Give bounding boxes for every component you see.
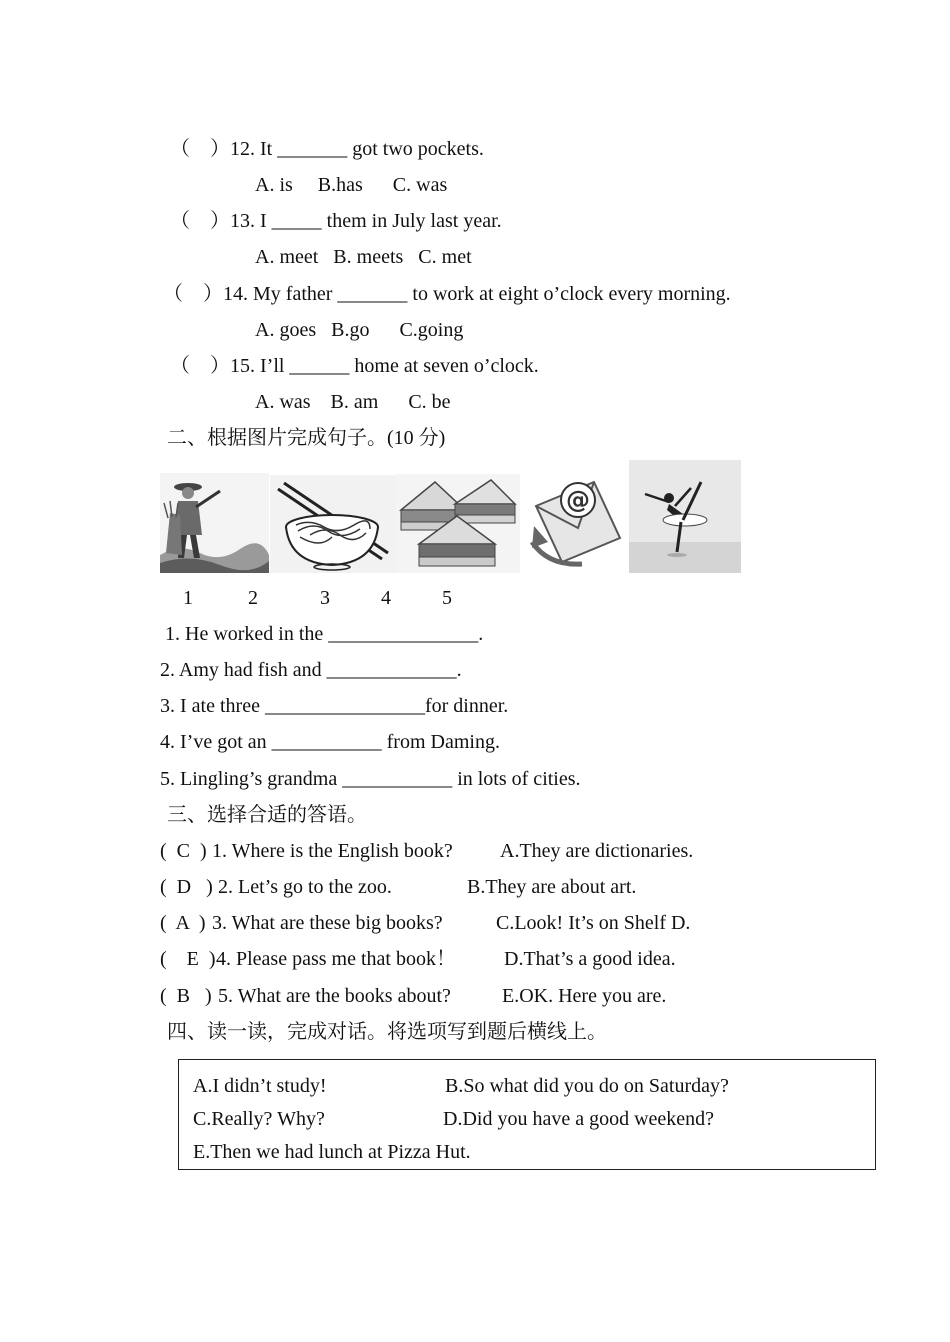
match-question-1: 1. Where is the English book? [212,840,453,862]
question-12: （ ）12. It _______ got two pockets. [170,138,484,160]
picture-number-5: 5 [442,587,452,609]
match-option-e: E.OK. Here you are. [502,985,667,1007]
answer-mark-3: ( A ) [160,912,206,934]
email-picture [528,466,626,573]
section-4-heading: 四、读一读，完成对话。将选项写到题后横线上。 [167,1021,607,1043]
svg-text:@: @ [566,486,590,514]
picture-number-4: 4 [381,587,391,609]
section-3-heading: 三、选择合适的答语。 [167,804,367,826]
question-15-options: A. was B. am C. be [255,391,451,413]
question-13-options: A. meet B. meets C. met [255,246,472,268]
noodles-picture [270,475,395,573]
dialogue-option-d: D.Did you have a good weekend? [443,1108,715,1130]
answer-mark-2: ( D ) [160,876,213,898]
answer-mark-4: ( E ) [160,948,216,970]
question-15: （ ）15. I’ll ______ home at seven o’clock. [170,355,539,377]
dialogue-option-a: A.I didn’t study! [193,1075,327,1097]
picture-number-3: 3 [320,587,330,609]
match-option-a: A.They are dictionaries. [500,840,694,862]
picture-number-2: 2 [248,587,258,609]
sentence-2: 2. Amy had fish and _____________. [160,659,462,681]
match-question-5: 5. What are the books about? [218,985,451,1007]
match-question-2: 2. Let’s go to the zoo. [218,876,392,898]
sentence-1: 1. He worked in the _______________. [165,623,484,645]
dialogue-option-e: E.Then we had lunch at Pizza Hut. [193,1141,471,1163]
match-question-3: 3. What are these big books? [212,912,443,934]
question-13: （ ）13. I _____ them in July last year. [170,210,502,232]
match-option-c: C.Look! It’s on Shelf D. [496,912,691,934]
question-14-options: A. goes B.go C.going [255,319,464,341]
sentence-3: 3. I ate three ________________for dinner. [160,695,509,717]
question-14: （ ）14. My father _______ to work at eight o’clock every morning. [163,283,731,305]
question-12-options: A. is B.has C. was [255,174,448,196]
match-option-b: B.They are about art. [467,876,637,898]
answer-mark-5: ( B ) [160,985,212,1007]
picture-number-1: 1 [183,587,193,609]
sentence-5: 5. Lingling’s grandma ___________ in lots of cities. [160,768,581,790]
farmer-picture [160,473,269,573]
dialogue-option-b: B.So what did you do on Saturday? [445,1075,729,1097]
sandwiches-picture [395,474,520,573]
match-question-4: 4. Please pass me that book！ [216,948,456,970]
answer-mark-1: ( C ) [160,840,207,862]
dancer-picture [629,460,741,573]
section-2-heading: 二、根据图片完成句子。(10 分) [167,427,446,449]
sentence-4: 4. I’ve got an ___________ from Daming. [160,731,500,753]
dialogue-option-c: C.Really? Why? [193,1108,325,1130]
match-option-d: D.That’s a good idea. [504,948,676,970]
dialogue-options-box [178,1059,876,1170]
